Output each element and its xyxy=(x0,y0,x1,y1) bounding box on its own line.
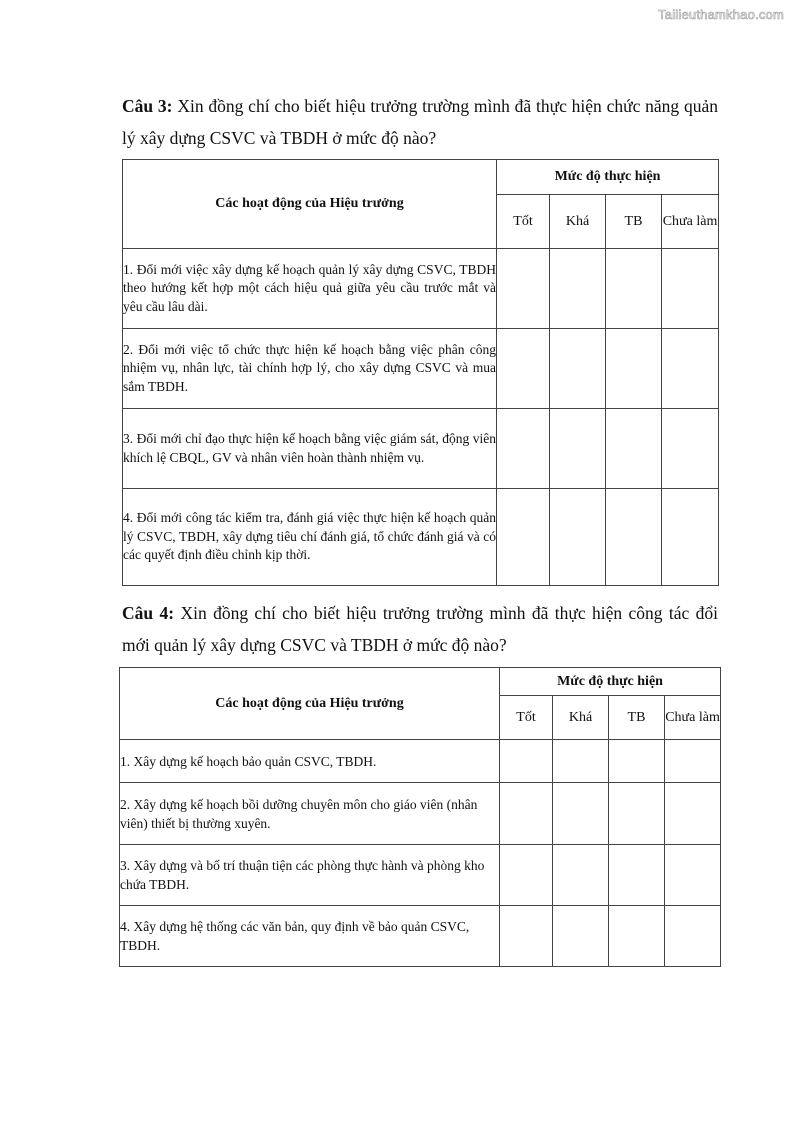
rating-cell-tb[interactable] xyxy=(606,409,662,489)
table-row xyxy=(123,329,719,409)
rating-cell-tot[interactable] xyxy=(497,329,550,409)
survey-table-q4 xyxy=(119,667,721,967)
rating-cell-chua-lam[interactable] xyxy=(662,249,719,329)
rating-cell-tb[interactable] xyxy=(609,845,665,906)
question-3-text: Xin đồng chí cho biết hiệu trưởng trường mình đã thực hiện chức năng quản lý xây dựng CSVC và TBDH ở mức độ nào? xyxy=(122,96,719,148)
rating-cell-kha[interactable] xyxy=(553,740,609,783)
level-header-tot: Tốt xyxy=(497,195,550,249)
rating-cell-tb[interactable] xyxy=(606,489,662,586)
rating-cell-kha[interactable] xyxy=(550,489,606,586)
question-4-text: Xin đồng chí cho biết hiệu trưởng trường mình đã thực hiện công tác đổi mới quản lý xây dựng CSVC và TBDH ở mức độ nào? xyxy=(122,603,719,655)
level-column-header: Mức độ thực hiện xyxy=(497,160,719,195)
activity-cell: 1. Xây dựng kế hoạch bảo quản CSVC, TBDH. xyxy=(120,740,500,783)
rating-cell-tot[interactable] xyxy=(497,249,550,329)
rating-cell-kha[interactable] xyxy=(550,329,606,409)
activity-cell: 4. Xây dựng hệ thống các văn bản, quy định về bảo quản CSVC, TBDH. xyxy=(120,906,500,967)
level-header-tb: TB xyxy=(606,195,662,249)
rating-cell-tot[interactable] xyxy=(500,845,553,906)
activity-column-header: Các hoạt động của Hiệu trưởng xyxy=(123,160,497,249)
question-3-label: Câu 3: xyxy=(122,96,173,116)
activity-cell: 2. Đổi mới việc tổ chức thực hiện kế hoạch bằng việc phân công nhiệm vụ, nhân lực, tài chính hợp lý, cho xây dựng CSVC và mua sắm TBDH. xyxy=(123,329,497,409)
level-header-kha: Khá xyxy=(550,195,606,249)
rating-cell-chua-lam[interactable] xyxy=(665,845,721,906)
question-3 xyxy=(122,90,718,154)
rating-cell-tot[interactable] xyxy=(497,489,550,586)
rating-cell-tb[interactable] xyxy=(606,249,662,329)
level-column-header: Mức độ thực hiện xyxy=(500,668,721,696)
table-row xyxy=(123,489,719,586)
rating-cell-chua-lam[interactable] xyxy=(662,409,719,489)
table-row xyxy=(120,906,721,967)
level-header-chua-lam: Chưa làm xyxy=(662,195,719,249)
table-row xyxy=(123,249,719,329)
rating-cell-chua-lam[interactable] xyxy=(665,906,721,967)
rating-cell-tb[interactable] xyxy=(609,740,665,783)
rating-cell-kha[interactable] xyxy=(553,845,609,906)
rating-cell-chua-lam[interactable] xyxy=(665,783,721,845)
rating-cell-tb[interactable] xyxy=(609,906,665,967)
question-4 xyxy=(122,597,718,661)
activity-cell: 4. Đổi mới công tác kiểm tra, đánh giá việc thực hiện kế hoạch quản lý CSVC, TBDH, xây dựng tiêu chí đánh giá, tổ chức đánh giá và có các quyết định điều chỉnh kịp thời. xyxy=(123,489,497,586)
activity-cell: 2. Xây dựng kế hoạch bồi dưỡng chuyên môn cho giáo viên (nhân viên) thiết bị thường xuyên. xyxy=(120,783,500,845)
table-row xyxy=(120,783,721,845)
level-header-kha: Khá xyxy=(553,696,609,740)
question-4-label: Câu 4: xyxy=(122,603,175,623)
level-header-tot: Tốt xyxy=(500,696,553,740)
rating-cell-tot[interactable] xyxy=(497,409,550,489)
level-header-chua-lam: Chưa làm xyxy=(665,696,721,740)
activity-cell: 1. Đổi mới việc xây dựng kế hoạch quản lý xây dựng CSVC, TBDH theo hướng kết hợp một cách hiệu quả giữa yêu cầu trước mắt và yêu cầu lâu dài. xyxy=(123,249,497,329)
rating-cell-chua-lam[interactable] xyxy=(662,329,719,409)
rating-cell-chua-lam[interactable] xyxy=(665,740,721,783)
watermark: Tailieuthamkhao.com xyxy=(658,7,784,22)
rating-cell-kha[interactable] xyxy=(550,409,606,489)
rating-cell-chua-lam[interactable] xyxy=(662,489,719,586)
rating-cell-kha[interactable] xyxy=(550,249,606,329)
rating-cell-tb[interactable] xyxy=(609,783,665,845)
activity-cell: 3. Đổi mới chỉ đạo thực hiện kế hoạch bằng việc giám sát, động viên khích lệ CBQL, GV và nhân viên hoàn thành nhiệm vụ. xyxy=(123,409,497,489)
rating-cell-tot[interactable] xyxy=(500,906,553,967)
rating-cell-tb[interactable] xyxy=(606,329,662,409)
table-row xyxy=(123,409,719,489)
level-header-tb: TB xyxy=(609,696,665,740)
rating-cell-tot[interactable] xyxy=(500,783,553,845)
rating-cell-kha[interactable] xyxy=(553,906,609,967)
rating-cell-kha[interactable] xyxy=(553,783,609,845)
activity-column-header: Các hoạt động của Hiệu trưởng xyxy=(120,668,500,740)
table-row xyxy=(120,845,721,906)
activity-cell: 3. Xây dựng và bố trí thuận tiện các phòng thực hành và phòng kho chứa TBDH. xyxy=(120,845,500,906)
table-row xyxy=(120,740,721,783)
survey-table-q3 xyxy=(122,159,719,586)
rating-cell-tot[interactable] xyxy=(500,740,553,783)
